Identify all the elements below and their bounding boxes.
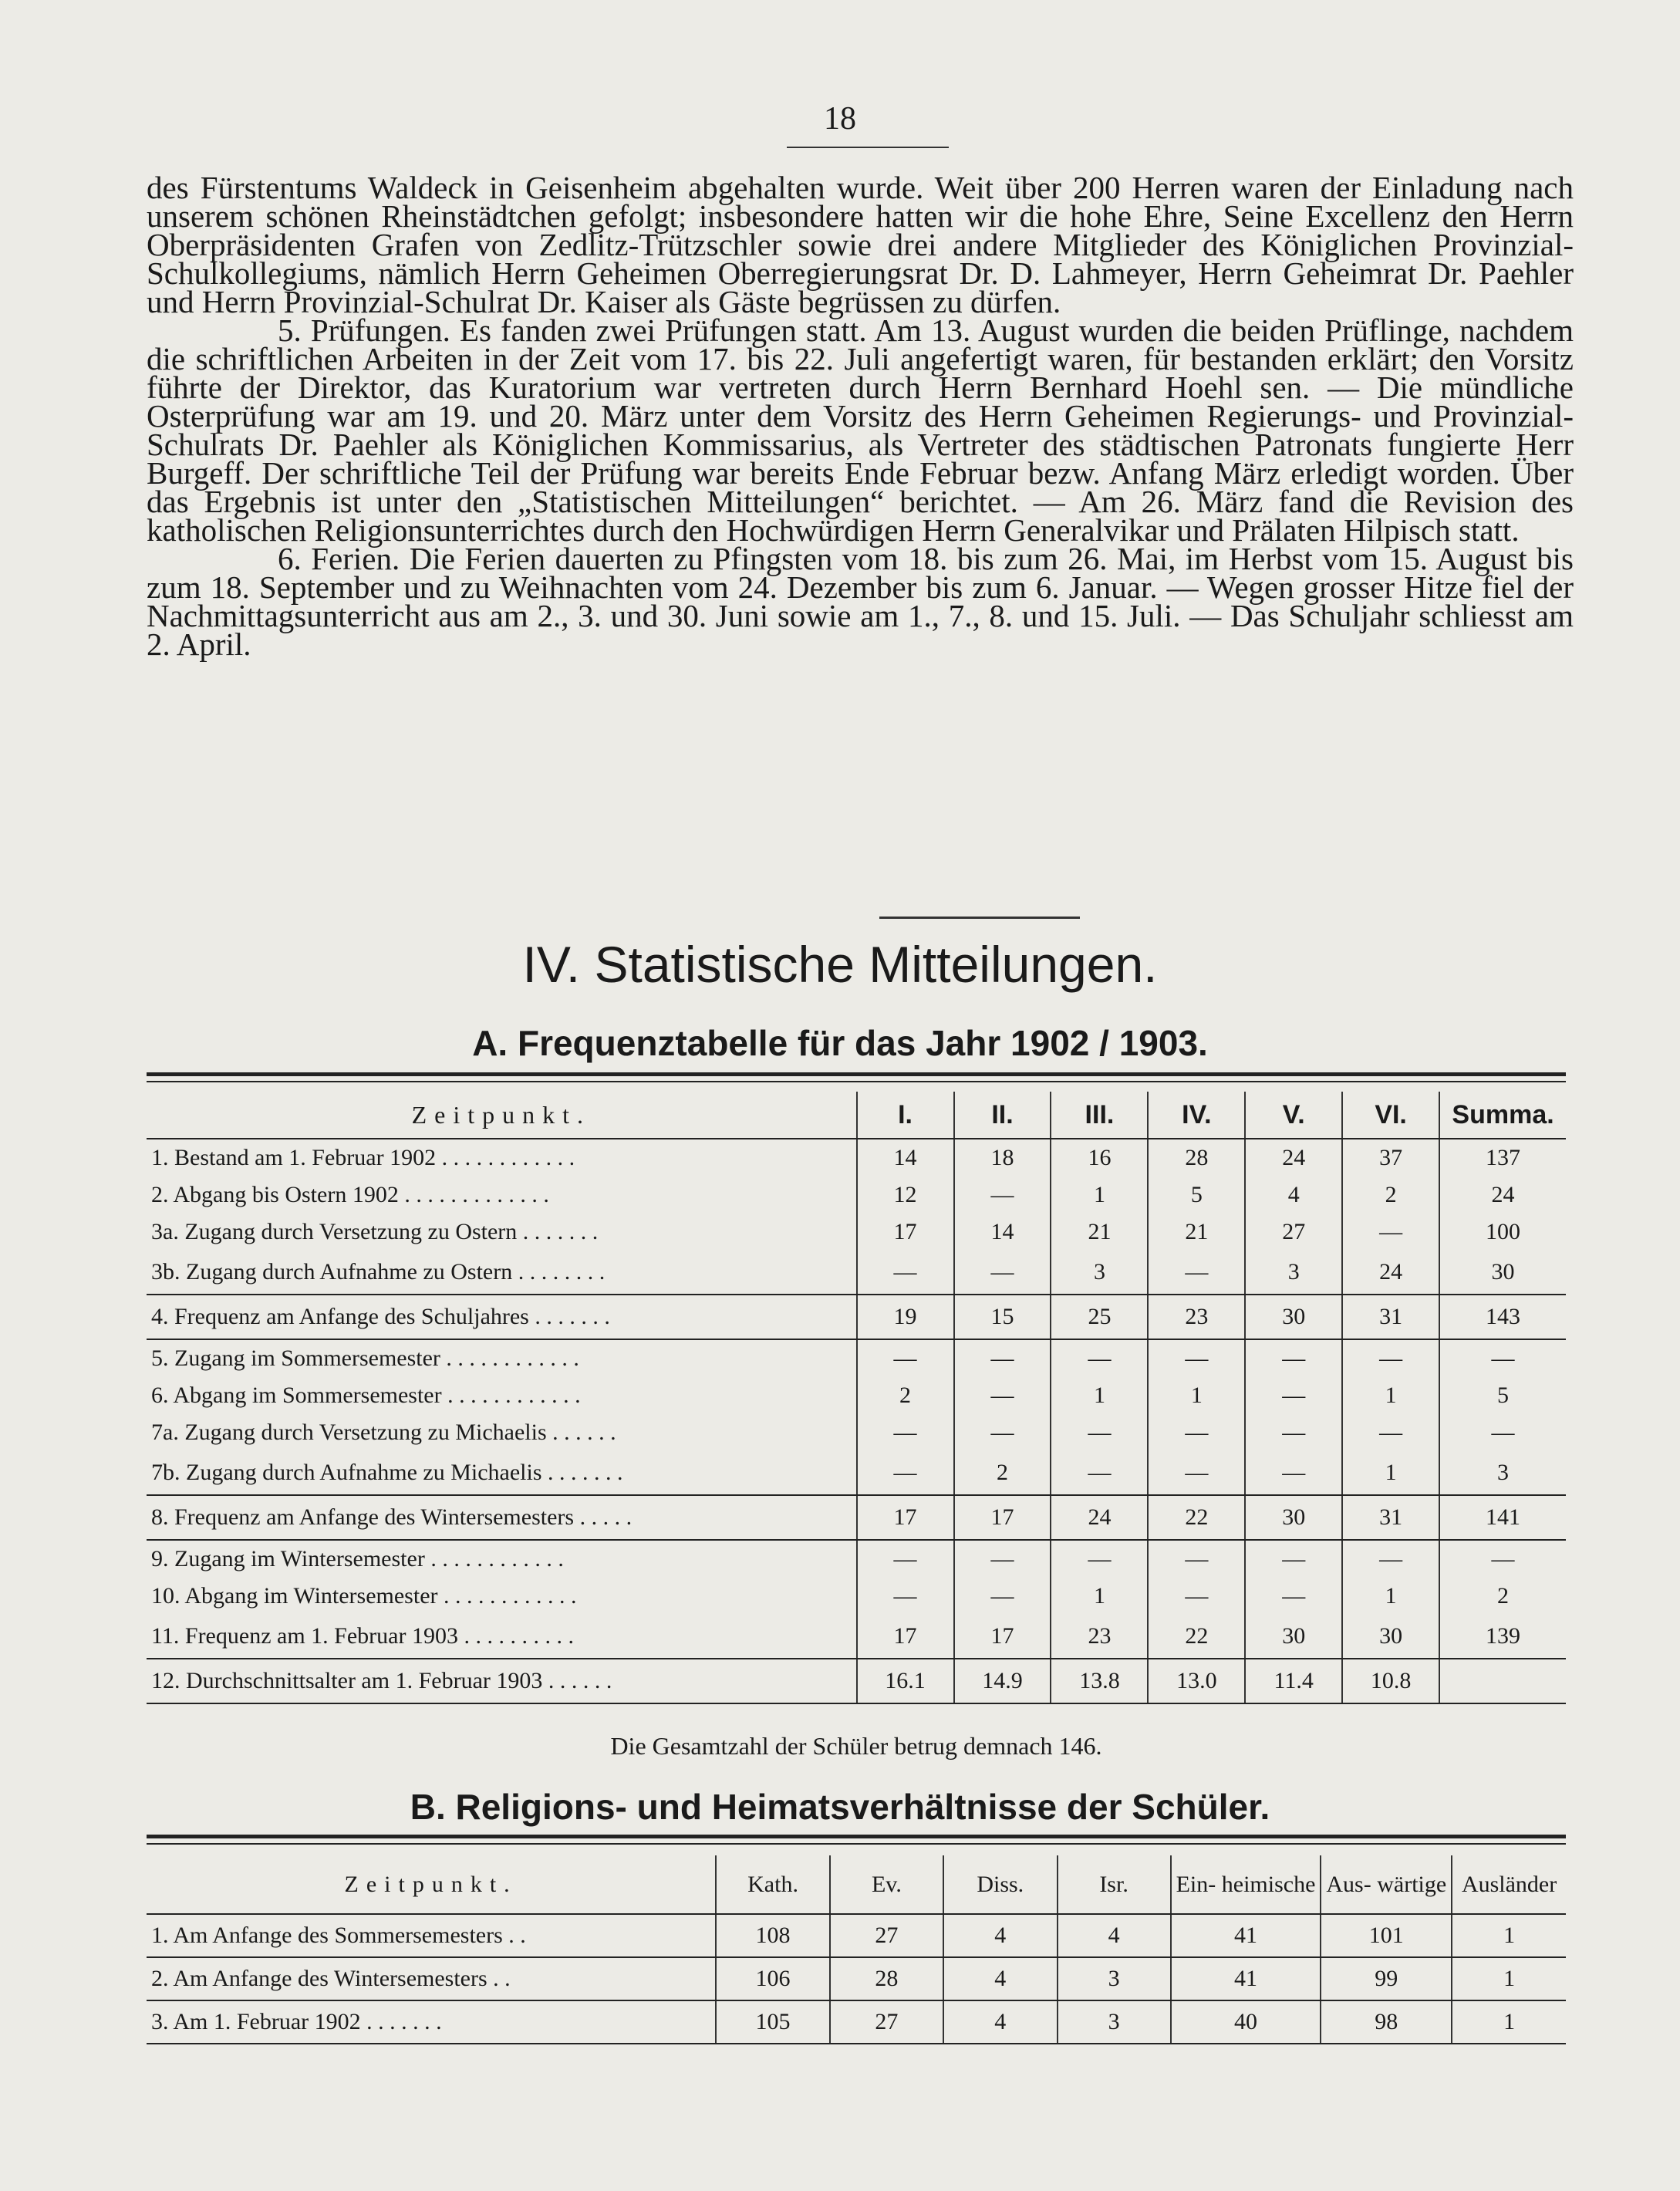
frequency-cell: 13.0 bbox=[1148, 1659, 1245, 1703]
frequency-cell: 137 bbox=[1439, 1139, 1566, 1177]
frequency-row bbox=[147, 1615, 1566, 1659]
col-header-zeitpunkt-b: Zeitpunkt. bbox=[147, 1855, 716, 1914]
frequency-cell: 4 bbox=[1245, 1177, 1342, 1214]
frequency-row-label: 7a. Zugang durch Versetzung zu Michaelis . . . . . . bbox=[151, 1420, 616, 1445]
frequency-cell: — bbox=[857, 1578, 954, 1615]
col-header-summa: Summa. bbox=[1439, 1092, 1566, 1139]
frequency-cell: — bbox=[954, 1578, 1051, 1615]
frequency-cell: 12 bbox=[857, 1177, 954, 1214]
frequency-cell: — bbox=[1148, 1339, 1245, 1377]
col-header-isr: Isr. bbox=[1058, 1855, 1171, 1914]
frequency-row-label: 10. Abgang im Wintersemester . . . . . . . . . . . . bbox=[151, 1583, 577, 1609]
frequency-row bbox=[147, 1451, 1566, 1495]
frequency-cell: — bbox=[954, 1377, 1051, 1414]
frequency-cell: 17 bbox=[857, 1495, 954, 1540]
frequency-cell: 30 bbox=[1245, 1295, 1342, 1339]
frequency-cell: 23 bbox=[1148, 1295, 1245, 1339]
frequency-cell: 22 bbox=[1148, 1495, 1245, 1540]
frequency-cell: — bbox=[857, 1451, 954, 1495]
frequency-cell: 5 bbox=[1439, 1377, 1566, 1414]
frequency-cell: 1 bbox=[1342, 1578, 1439, 1615]
frequency-cell: 1 bbox=[1051, 1578, 1148, 1615]
frequency-cell: 17 bbox=[857, 1615, 954, 1659]
frequency-cell: 24 bbox=[1245, 1139, 1342, 1177]
frequency-cell: 17 bbox=[954, 1615, 1051, 1659]
frequency-cell: — bbox=[1051, 1414, 1148, 1451]
religion-row-label: 2. Am Anfange des Wintersemesters . . bbox=[147, 1957, 716, 2000]
col-header-zeitpunkt: Zeitpunkt. bbox=[147, 1092, 857, 1139]
religion-cell: 98 bbox=[1321, 2000, 1452, 2044]
religion-table-body bbox=[147, 1914, 1566, 2044]
frequency-cell: 14.9 bbox=[954, 1659, 1051, 1703]
frequency-cell: 1 bbox=[1051, 1177, 1148, 1214]
frequency-cell: 17 bbox=[857, 1214, 954, 1251]
frequency-row bbox=[147, 1139, 1566, 1177]
religion-cell: 3 bbox=[1058, 1957, 1171, 2000]
frequency-row-label: 3a. Zugang durch Versetzung zu Ostern . . . . . . . bbox=[151, 1219, 599, 1244]
frequency-cell: 17 bbox=[954, 1495, 1051, 1540]
frequency-cell: 27 bbox=[1245, 1214, 1342, 1251]
frequency-cell: 2 bbox=[954, 1451, 1051, 1495]
frequency-cell: 14 bbox=[857, 1139, 954, 1177]
frequency-cell: — bbox=[1148, 1251, 1245, 1295]
frequency-cell: 19 bbox=[857, 1295, 954, 1339]
frequency-cell: 31 bbox=[1342, 1495, 1439, 1540]
frequency-row bbox=[147, 1214, 1566, 1251]
frequency-cell: — bbox=[1439, 1339, 1566, 1377]
religion-cell: 1 bbox=[1452, 2000, 1566, 2044]
frequency-cell: 21 bbox=[1051, 1214, 1148, 1251]
religion-cell: 105 bbox=[716, 2000, 830, 2044]
col-header-kath: Kath. bbox=[716, 1855, 830, 1914]
frequency-cell: 16.1 bbox=[857, 1659, 954, 1703]
frequency-table-body bbox=[147, 1139, 1566, 1703]
frequency-row-label: 7b. Zugang durch Aufnahme zu Michaelis . . . . . . . bbox=[147, 1451, 857, 1495]
frequency-cell: — bbox=[954, 1414, 1051, 1451]
frequency-cell: — bbox=[1245, 1339, 1342, 1377]
frequency-cell: 30 bbox=[1245, 1495, 1342, 1540]
frequency-cell: — bbox=[857, 1540, 954, 1578]
frequency-cell: 2 bbox=[1439, 1578, 1566, 1615]
religion-cell: 108 bbox=[716, 1914, 830, 1957]
col-header-I: I. bbox=[857, 1092, 954, 1139]
frequency-cell: 13.8 bbox=[1051, 1659, 1148, 1703]
religion-row bbox=[147, 2000, 1566, 2044]
paragraph-ferien: 6. Ferien. Die Ferien dauerten zu Pfingsten vom 18. bis zum 26. Mai, im Herbst vom 15. August bis zum 18. September und zu Weihnachten vom 24. Dezember bis zum 6. Januar. — Wegen grosser Hitze fiel der Nachmittagsunterricht aus am 2., 3. und 30. Juni sowie am 1., 7., 8. und 15. Juli. — Das Schuljahr schliesst am 2. April. bbox=[147, 541, 1574, 662]
paragraph-1: des Fürstentums Waldeck in Geisenheim abgehalten wurde. Weit über 200 Herren waren der Einladung nach unserem schönen Rheinstädtchen gefolgt; insbesondere hatten wir die hohe Ehre, Seine Excellenz den Herrn Oberpräsidenten Grafen von Zedlitz-Trützschler sowie drei andere Mitglieder des Königlichen Provinzial-Schulkollegiums, nämlich Herrn Geheimen Oberregierungsrat Dr. D. Lahmeyer, Herrn Geheimrat Dr. Paehler und Herrn Provinzial-Schulrat Dr. Kaiser als Gäste begrüssen zu dürfen. bbox=[147, 170, 1574, 319]
col-header-diss: Diss. bbox=[943, 1855, 1058, 1914]
frequency-cell: 23 bbox=[1051, 1615, 1148, 1659]
frequency-cell: — bbox=[857, 1339, 954, 1377]
frequency-cell: 3 bbox=[1051, 1251, 1148, 1295]
frequency-cell: — bbox=[954, 1540, 1051, 1578]
frequency-row-label: 11. Frequenz am 1. Februar 1903 . . . . . . . . . . bbox=[147, 1615, 857, 1659]
religion-row-label: 1. Am Anfange des Sommersemesters . . bbox=[147, 1914, 716, 1957]
frequency-cell: — bbox=[1148, 1414, 1245, 1451]
frequency-cell: — bbox=[1148, 1540, 1245, 1578]
frequency-row bbox=[147, 1377, 1566, 1414]
table-b-top-rule bbox=[147, 1835, 1566, 1845]
frequency-cell: 21 bbox=[1148, 1214, 1245, 1251]
frequency-cell: 37 bbox=[1342, 1139, 1439, 1177]
religion-cell: 27 bbox=[830, 1914, 943, 1957]
paragraph-pruefungen: 5. Prüfungen. Es fanden zwei Prüfungen statt. Am 13. August wurden die beiden Prüflinge, nachdem die schriftlichen Arbeiten in der Zeit vom 17. bis 22. Juli angefertigt waren, für bestanden erklärt; den Vorsitz führte der Direktor, das Kuratorium war vertreten durch Herrn Bernhard Hoehl sen. — Die mündliche Osterprüfung war am 19. und 20. März unter dem Vorsitz des Herrn Geheimen Regierungs- und Provinzial-Schulrats Dr. Paehler als Königlichen Kommissarius, als Vertreter des städtischen Patronats fungierte Herr Burgeff. Der schriftliche Teil der Prüfung war bereits Ende Februar bezw. Anfang März erledigt worden. Über das Ergebnis ist unter den „Statistischen Mitteilungen“ berichtet. — Am 26. März fand die Revision des katholischen Religionsunterrichtes durch den Hochwürdigen Herrn Generalvikar und Prälaten Hilpisch statt. bbox=[147, 312, 1574, 548]
frequency-row-label: 4. Frequenz am Anfange des Schuljahres . . . . . . . bbox=[147, 1295, 857, 1339]
frequency-row bbox=[147, 1659, 1566, 1703]
frequency-cell: 11.4 bbox=[1245, 1659, 1342, 1703]
frequency-cell: — bbox=[1342, 1339, 1439, 1377]
col-header-III: III. bbox=[1051, 1092, 1148, 1139]
religion-cell: 28 bbox=[830, 1957, 943, 2000]
page-number: 18 bbox=[824, 101, 856, 137]
frequency-table bbox=[147, 1092, 1566, 1704]
religion-row-label: 3. Am 1. Februar 1902 . . . . . . . bbox=[147, 2000, 716, 2044]
frequency-cell: 24 bbox=[1439, 1177, 1566, 1214]
religion-cell: 4 bbox=[943, 1957, 1058, 2000]
religion-cell: 1 bbox=[1452, 1957, 1566, 2000]
frequency-row-label: 3b. Zugang durch Aufnahme zu Ostern . . . . . . . . bbox=[147, 1251, 857, 1295]
frequency-row bbox=[147, 1540, 1566, 1578]
col-header-IV: IV. bbox=[1148, 1092, 1245, 1139]
frequency-cell: — bbox=[1148, 1451, 1245, 1495]
frequency-row-label: 9. Zugang im Wintersemester . . . . . . . . . . . . bbox=[151, 1546, 564, 1572]
frequency-cell: — bbox=[1245, 1540, 1342, 1578]
religion-cell: 106 bbox=[716, 1957, 830, 2000]
frequency-cell: 1 bbox=[1051, 1377, 1148, 1414]
page-number-rule bbox=[787, 147, 949, 148]
frequency-cell: — bbox=[857, 1251, 954, 1295]
religion-cell: 4 bbox=[943, 2000, 1058, 2044]
total-students-note: Die Gesamtzahl der Schüler betrug demnach 146. bbox=[610, 1732, 1102, 1760]
table-a-title: A. Frequenztabelle für das Jahr 1902 / 1903. bbox=[472, 1023, 1208, 1063]
religion-cell: 4 bbox=[943, 1914, 1058, 1957]
frequency-cell: — bbox=[1439, 1414, 1566, 1451]
religion-cell: 99 bbox=[1321, 1957, 1452, 2000]
frequency-table-header bbox=[147, 1092, 1566, 1139]
col-header-auswaertige: Aus- wärtige bbox=[1321, 1855, 1452, 1914]
religion-row bbox=[147, 1957, 1566, 2000]
religion-cell: 4 bbox=[1058, 1914, 1171, 1957]
frequency-cell: — bbox=[857, 1414, 954, 1451]
religion-cell: 3 bbox=[1058, 2000, 1171, 2044]
religion-table bbox=[147, 1855, 1566, 2044]
frequency-cell: 1 bbox=[1342, 1451, 1439, 1495]
religion-cell: 27 bbox=[830, 2000, 943, 2044]
frequency-row bbox=[147, 1495, 1566, 1540]
frequency-cell: 28 bbox=[1148, 1139, 1245, 1177]
frequency-cell: 30 bbox=[1439, 1251, 1566, 1295]
frequency-cell: 22 bbox=[1148, 1615, 1245, 1659]
frequency-row-label: 8. Frequenz am Anfange des Wintersemesters . . . . . bbox=[147, 1495, 857, 1540]
frequency-cell: 2 bbox=[1342, 1177, 1439, 1214]
frequency-cell: — bbox=[1342, 1414, 1439, 1451]
frequency-cell: 141 bbox=[1439, 1495, 1566, 1540]
frequency-cell: — bbox=[1439, 1540, 1566, 1578]
col-header-einheimische: Ein- heimische bbox=[1171, 1855, 1321, 1914]
frequency-cell: 15 bbox=[954, 1295, 1051, 1339]
frequency-cell: — bbox=[1245, 1414, 1342, 1451]
frequency-cell: 1 bbox=[1148, 1377, 1245, 1414]
frequency-cell: 2 bbox=[857, 1377, 954, 1414]
frequency-cell: — bbox=[954, 1177, 1051, 1214]
col-header-II: II. bbox=[954, 1092, 1051, 1139]
religion-cell: 41 bbox=[1171, 1914, 1321, 1957]
frequency-row bbox=[147, 1295, 1566, 1339]
frequency-cell: 24 bbox=[1342, 1251, 1439, 1295]
religion-cell: 1 bbox=[1452, 1914, 1566, 1957]
frequency-row bbox=[147, 1339, 1566, 1377]
religion-cell: 101 bbox=[1321, 1914, 1452, 1957]
frequency-cell: — bbox=[1051, 1540, 1148, 1578]
religion-row bbox=[147, 1914, 1566, 1957]
frequency-cell: 18 bbox=[954, 1139, 1051, 1177]
frequency-row bbox=[147, 1251, 1566, 1295]
frequency-row bbox=[147, 1578, 1566, 1615]
religion-cell: 41 bbox=[1171, 1957, 1321, 2000]
frequency-row-label: 12. Durchschnittsalter am 1. Februar 1903 . . . . . . bbox=[147, 1659, 857, 1703]
col-header-auslaender: Ausländer bbox=[1452, 1855, 1566, 1914]
frequency-row-label: 2. Abgang bis Ostern 1902 . . . . . . . . . . . . . bbox=[151, 1182, 549, 1207]
frequency-cell: — bbox=[1245, 1578, 1342, 1615]
frequency-cell: 10.8 bbox=[1342, 1659, 1439, 1703]
frequency-cell: 5 bbox=[1148, 1177, 1245, 1214]
frequency-cell bbox=[1439, 1659, 1566, 1703]
frequency-cell: — bbox=[1342, 1540, 1439, 1578]
frequency-cell: — bbox=[1342, 1214, 1439, 1251]
table-b-title: B. Religions- und Heimatsverhältnisse der Schüler. bbox=[410, 1787, 1270, 1827]
religion-table-header bbox=[147, 1855, 1566, 1914]
frequency-cell: 100 bbox=[1439, 1214, 1566, 1251]
frequency-row-label: 5. Zugang im Sommersemester . . . . . . . . . . . . bbox=[151, 1345, 579, 1371]
section-separator bbox=[879, 917, 1080, 919]
col-header-VI: VI. bbox=[1342, 1092, 1439, 1139]
table-a-top-rule bbox=[147, 1072, 1566, 1082]
frequency-cell: 143 bbox=[1439, 1295, 1566, 1339]
frequency-cell: 3 bbox=[1439, 1451, 1566, 1495]
frequency-cell: 24 bbox=[1051, 1495, 1148, 1540]
frequency-cell: — bbox=[1148, 1578, 1245, 1615]
frequency-cell: 31 bbox=[1342, 1295, 1439, 1339]
frequency-cell: 139 bbox=[1439, 1615, 1566, 1659]
frequency-cell: — bbox=[1245, 1377, 1342, 1414]
frequency-cell: 3 bbox=[1245, 1251, 1342, 1295]
frequency-cell: 1 bbox=[1342, 1377, 1439, 1414]
frequency-row bbox=[147, 1177, 1566, 1214]
frequency-cell: 14 bbox=[954, 1214, 1051, 1251]
frequency-cell: — bbox=[1051, 1339, 1148, 1377]
frequency-cell: 16 bbox=[1051, 1139, 1148, 1177]
religion-cell: 40 bbox=[1171, 2000, 1321, 2044]
frequency-cell: — bbox=[1245, 1451, 1342, 1495]
frequency-cell: — bbox=[1051, 1451, 1148, 1495]
frequency-cell: 30 bbox=[1245, 1615, 1342, 1659]
col-header-V: V. bbox=[1245, 1092, 1342, 1139]
frequency-row-label: 1. Bestand am 1. Februar 1902 . . . . . . . . . . . . bbox=[151, 1145, 575, 1170]
body-text bbox=[147, 170, 1574, 662]
frequency-row bbox=[147, 1414, 1566, 1451]
frequency-cell: — bbox=[954, 1251, 1051, 1295]
section-title: IV. Statistische Mitteilungen. bbox=[522, 936, 1158, 993]
col-header-ev: Ev. bbox=[830, 1855, 943, 1914]
frequency-row-label: 6. Abgang im Sommersemester . . . . . . . . . . . . bbox=[151, 1382, 581, 1408]
frequency-cell: 25 bbox=[1051, 1295, 1148, 1339]
frequency-cell: 30 bbox=[1342, 1615, 1439, 1659]
frequency-cell: — bbox=[954, 1339, 1051, 1377]
